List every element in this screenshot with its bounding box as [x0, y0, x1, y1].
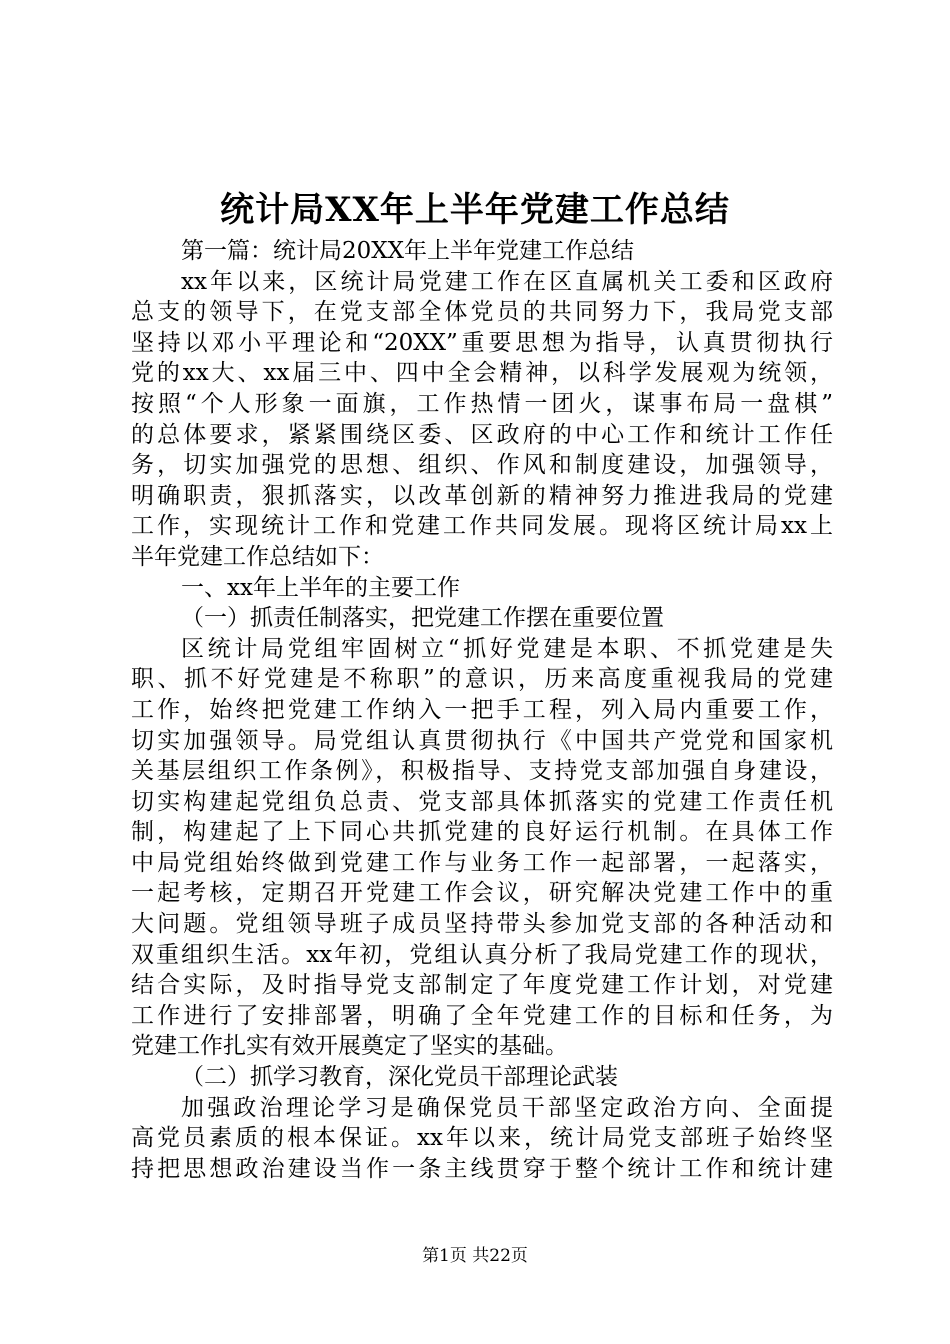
text-line: 切实加强领导。局党组认真贯彻执行《中国共产党党和国家机: [131, 727, 833, 754]
text-line: 党的xx大、xx届三中、四中全会精神，以科学发展观为统领，: [131, 360, 833, 387]
text-line: 关基层组织工作条例》，积极指导、支持党支部加强自身建设，: [131, 758, 833, 785]
text-line: （二）抓学习教育，深化党员干部理论武装: [181, 1064, 618, 1091]
text-line: 双重组织生活。xx年初，党组认真分析了我局党建工作的现状，: [131, 941, 833, 968]
text-line: 一起考核，定期召开党建工作会议，研究解决党建工作中的重: [131, 880, 833, 907]
text-line: 党建工作扎实有效开展奠定了坚实的基础。: [131, 1033, 568, 1060]
text-line: 职、抓不好党建是不称职”的意识，历来高度重视我局的党建: [131, 666, 833, 693]
text-line: 切实构建起党组负总责、党支部具体抓落实的党建工作责任机: [131, 788, 833, 815]
text-line: 区统计局党组牢固树立“抓好党建是本职、不抓党建是失: [181, 635, 833, 662]
text-line: 大问题。党组领导班子成员坚持带头参加党支部的各种活动和: [131, 911, 833, 938]
text-line: 一、xx年上半年的主要工作: [181, 574, 460, 601]
text-line: 制，构建起了上下同心共抓党建的良好运行机制。在具体工作: [131, 819, 833, 846]
text-line: 坚持以邓小平理论和“20XX”重要思想为指导，认真贯彻执行: [131, 329, 833, 356]
page-footer: 第1页 共22页: [422, 1246, 528, 1266]
text-line: 第一篇：统计局20XX年上半年党建工作总结: [181, 238, 635, 264]
text-line: 的总体要求，紧紧围绕区委、区政府的中心工作和统计工作任: [131, 421, 833, 448]
document-body: [131, 236, 833, 1184]
text-line: 工作，始终把党建工作纳入一把手工程，列入局内重要工作，: [131, 696, 833, 723]
text-line: 总支的领导下，在党支部全体党员的共同努力下，我局党支部: [131, 299, 833, 326]
text-line: 工作，实现统计工作和党建工作共同发展。现将区统计局xx上: [131, 513, 833, 540]
text-line: 持把思想政治建设当作一条主线贯穿于整个统计工作和统计建: [131, 1155, 833, 1182]
text-line: 加强政治理论学习是确保党员干部坚定政治方向、全面提: [181, 1094, 833, 1121]
text-line: xx年以来，区统计局党建工作在区直属机关工委和区政府: [181, 268, 833, 295]
text-line: 高党员素质的根本保证。xx年以来，统计局党支部班子始终坚: [131, 1125, 833, 1152]
text-line: 明确职责，狠抓落实，以改革创新的精神努力推进我局的党建: [131, 482, 833, 509]
document-title: 统计局XX年上半年党建工作总结: [220, 190, 730, 230]
text-line: 结合实际，及时指导党支部制定了年度党建工作计划，对党建: [131, 972, 833, 999]
text-line: 工作进行了安排部署，明确了全年党建工作的目标和任务，为: [131, 1002, 833, 1029]
text-line: 按照“个人形象一面旗，工作热情一团火，谋事布局一盘棋”: [131, 390, 833, 417]
text-line: 务，切实加强党的思想、组织、作风和制度建设，加强领导，: [131, 452, 833, 479]
text-line: （一）抓责任制落实，把党建工作摆在重要位置: [181, 605, 664, 632]
text-line: 中局党组始终做到党建工作与业务工作一起部署，一起落实，: [131, 849, 833, 876]
text-line: 半年党建工作总结如下：: [131, 543, 384, 570]
